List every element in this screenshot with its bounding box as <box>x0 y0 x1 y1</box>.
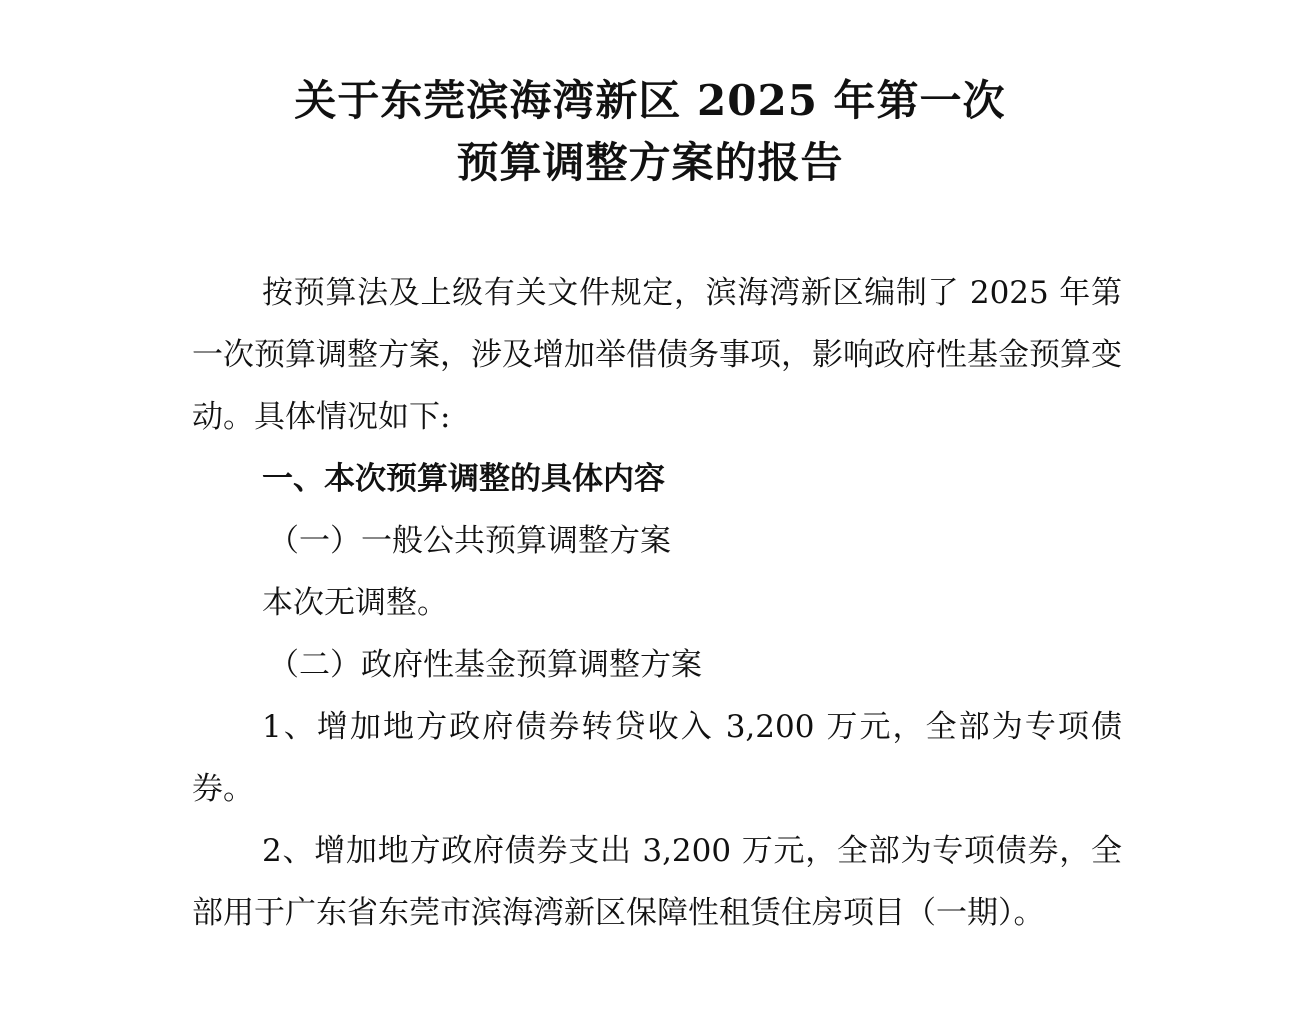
document-title-line1: 关于东莞滨海湾新区 2025 年第一次 <box>294 76 1006 125</box>
sub1-heading: （一）一般公共预算调整方案 <box>268 523 671 559</box>
sub1-text: 本次无调整。 <box>262 585 448 621</box>
sub2-heading: （二）政府性基金预算调整方案 <box>268 647 702 683</box>
document-title-line2: 预算调整方案的报告 <box>456 138 844 187</box>
document-body <box>192 262 1122 944</box>
intro-paragraph: 按预算法及上级有关文件规定，滨海湾新区编制了 2025 年第一次预算调整方案，涉及增加举借债务事项，影响政府性基金预算变动。具体情况如下: <box>192 275 1122 435</box>
section1-heading: 一、本次预算调整的具体内容 <box>262 461 665 497</box>
item2-paragraph: 2、增加地方政府债券支出 3,200 万元，全部为专项债券，全部用于广东省东莞市滨海湾新区保障性租赁住房项目（一期）。 <box>192 833 1122 931</box>
item1-paragraph: 1、增加地方政府债券转贷收入 3,200 万元，全部为专项债券。 <box>192 709 1122 807</box>
